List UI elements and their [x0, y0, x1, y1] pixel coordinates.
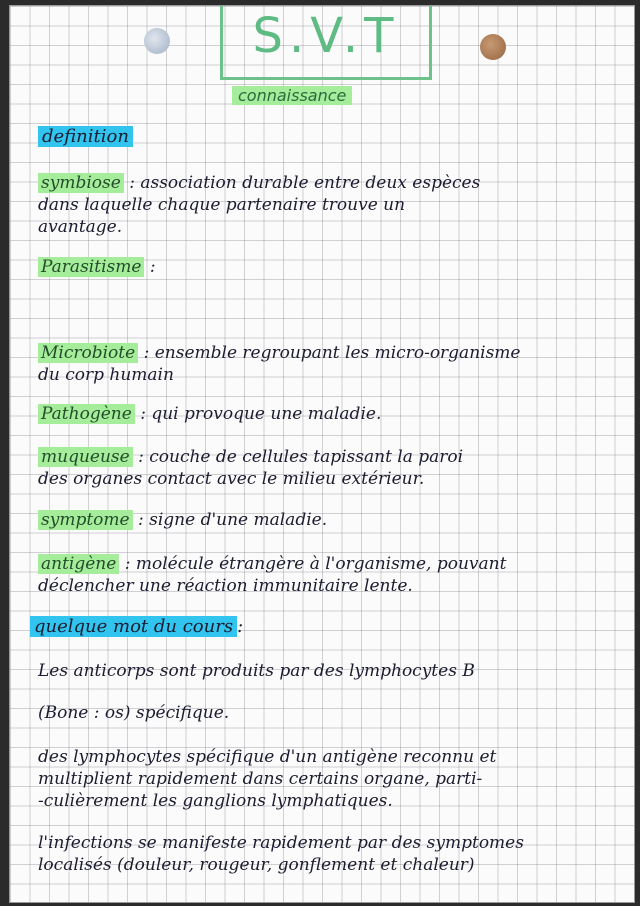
definition-text: déclencher une réaction immunitaire lente.: [38, 576, 413, 596]
definition-text: :: [149, 257, 156, 277]
definition-line: [38, 172, 624, 194]
definition-term: antigène: [38, 554, 119, 574]
course-heading: [30, 616, 616, 638]
definition-line: [38, 256, 624, 278]
title-box: [220, 6, 432, 80]
definition-term: Pathogène: [38, 404, 135, 424]
course-line: Les anticorps sont produits par des lymphocytes B: [38, 661, 475, 681]
course-line: localisés (douleur, rougeur, gonflement et chaleur): [38, 855, 475, 875]
definition-text: : qui provoque une maladie.: [140, 404, 382, 424]
definition-line: [38, 194, 624, 216]
punched-hole-left: [144, 28, 170, 54]
definition-text: : signe d'une maladie.: [137, 510, 328, 530]
page-title: S.V.T: [252, 8, 400, 64]
definition-line: [38, 364, 624, 386]
definition-term: Microbiote: [38, 343, 138, 363]
course-heading-label: quelque mot du cours: [30, 616, 237, 637]
definition-text: : couche de cellules tapissant la paroi: [138, 447, 464, 467]
course-line: -culièrement les ganglions lymphatiques.: [38, 791, 393, 811]
definition-text: du corp humain: [38, 365, 174, 385]
definition-line: [38, 446, 624, 468]
course-line: (Bone : os) spécifique.: [38, 703, 230, 723]
definition-text: dans laquelle chaque partenaire trouve un: [38, 195, 406, 215]
definition-line: [38, 575, 624, 597]
definition-line: [38, 342, 624, 364]
course-line: l'infections se manifeste rapidement par des symptomes: [38, 833, 524, 853]
definition-line: [38, 403, 624, 425]
course-heading-suffix: :: [237, 616, 244, 637]
definition-line: [38, 468, 624, 490]
definition-line: [38, 553, 624, 575]
definition-term: Parasitisme: [38, 257, 144, 277]
course-line: des lymphocytes spécifique d'un antigène reconnu et: [38, 747, 497, 767]
definition-text: : molécule étrangère à l'organisme, pouvant: [124, 554, 507, 574]
definition-line: [38, 216, 624, 238]
definition-line: [38, 509, 624, 531]
punched-hole-right: [480, 34, 506, 60]
definition-text: des organes contact avec le milieu extérieur.: [38, 469, 425, 489]
definition-text: : ensemble regroupant les micro-organisme: [143, 343, 521, 363]
definition-term: muqueuse: [38, 447, 133, 467]
definition-text: : association durable entre deux espèces: [129, 173, 481, 193]
course-line: multiplient rapidement dans certains organe, parti-: [38, 769, 483, 789]
definition-heading-label: definition: [38, 126, 133, 147]
definition-heading: [38, 126, 624, 148]
page-subtitle: connaissance: [232, 86, 352, 105]
definition-text: avantage.: [38, 217, 123, 237]
definition-term: symptome: [38, 510, 133, 530]
definition-term: symbiose: [38, 173, 124, 193]
notebook-page: [10, 6, 634, 902]
